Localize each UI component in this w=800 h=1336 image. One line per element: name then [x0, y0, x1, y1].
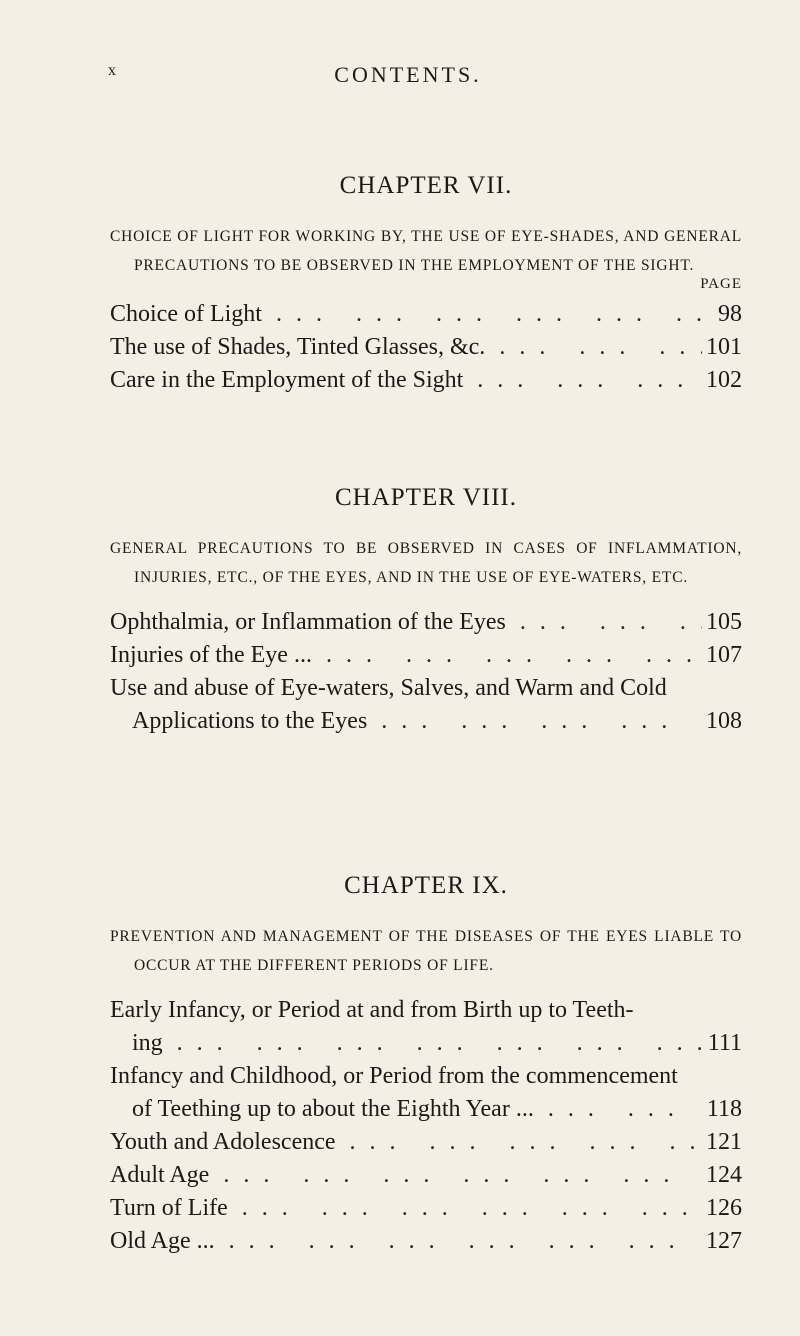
list-item: [110, 672, 742, 738]
chapter-heading: CHAPTER IX.: [344, 872, 508, 899]
dot-leader: [209, 1159, 702, 1192]
list-item: [110, 1126, 742, 1159]
chapter-9: [110, 872, 742, 1258]
entry-continuation-line: [110, 705, 742, 738]
list-item: [110, 331, 742, 364]
list-item: [110, 298, 742, 331]
dot-leader: [312, 639, 702, 672]
dot-leader: [163, 1027, 702, 1060]
entry-page: 111: [707, 1030, 742, 1056]
list-item: [110, 1225, 742, 1258]
list-item: [110, 1192, 742, 1225]
entry-title: Turn of Life: [110, 1195, 228, 1221]
entry-title: Use and abuse of Eye-waters, Salves, and Warm and Cold: [110, 675, 667, 701]
list-item: [110, 1060, 742, 1126]
entry-continuation-line: [110, 1093, 742, 1126]
entry-title-continuation: of Teething up to about the Eighth Year ...: [132, 1096, 534, 1122]
chapter-summary: CHOICE OF LIGHT FOR WORKING BY, THE USE OF EYE-SHADES, AND GENERAL PRECAUTIONS TO BE OBSERVED IN THE EMPLOYMENT OF THE SIGHT.: [110, 228, 742, 274]
entry-page: 108: [706, 708, 742, 734]
list-item: [110, 1159, 742, 1192]
dot-leader: [228, 1192, 702, 1225]
chapter-summary: PREVENTION AND MANAGEMENT OF THE DISEASES OF THE EYES LIABLE TO OCCUR AT THE DIFFERENT PERIODS OF LIFE.: [110, 928, 742, 974]
dot-leader: [506, 606, 702, 639]
entry-page: 127: [706, 1228, 742, 1254]
entry-continuation-line: [110, 1027, 742, 1060]
entry-title: Old Age ...: [110, 1228, 215, 1254]
chapter-heading: CHAPTER VII.: [339, 172, 513, 199]
dot-leader: [215, 1225, 702, 1258]
page-column-label: PAGE: [700, 276, 742, 292]
list-item: [110, 994, 742, 1060]
entry-page: 105: [706, 609, 742, 635]
list-item: [110, 606, 742, 639]
entry-title: Youth and Adolescence: [110, 1129, 336, 1155]
list-item: [110, 364, 742, 397]
dot-leader: [485, 331, 702, 364]
entry-title: Infancy and Childhood, or Period from the commencement: [110, 1063, 678, 1089]
entry-page: 98: [718, 301, 742, 327]
page-number: x: [108, 62, 117, 79]
entry-title: Early Infancy, or Period at and from Birth up to Teeth-: [110, 997, 634, 1023]
entry-page: 121: [706, 1129, 742, 1155]
running-title: CONTENTS.: [334, 62, 482, 87]
entry-page: 107: [706, 642, 742, 668]
entry-title-continuation: Applications to the Eyes: [132, 708, 368, 734]
dot-leader: [463, 364, 702, 397]
list-item: [110, 639, 742, 672]
entry-page: 118: [706, 1096, 742, 1122]
entry-page: 126: [706, 1195, 742, 1221]
dot-leader: [367, 705, 702, 738]
running-head: [108, 62, 708, 92]
chapter-summary: GENERAL PRECAUTIONS TO BE OBSERVED IN CASES OF INFLAMMATION, INJURIES, ETC., OF THE EYES, AND IN THE USE OF EYE-WATERS, ETC.: [110, 540, 742, 586]
entry-list: [110, 298, 742, 397]
entry-list: [110, 994, 742, 1258]
entry-title: Ophthalmia, or Inflammation of the Eyes: [110, 609, 506, 635]
entry-page: 124: [706, 1162, 742, 1188]
entry-title: Care in the Employment of the Sight: [110, 367, 464, 393]
entry-list: [110, 606, 742, 738]
entry-page: 101: [706, 334, 742, 360]
entry-title: Injuries of the Eye ...: [110, 642, 312, 668]
entry-title: Adult Age: [110, 1162, 210, 1188]
chapter-8: [110, 484, 742, 738]
chapter-7: [110, 172, 742, 397]
entry-title: Choice of Light: [110, 301, 262, 327]
entry-title: The use of Shades, Tinted Glasses, &c.: [110, 334, 486, 360]
entry-page: 102: [706, 367, 742, 393]
dot-leader: [262, 298, 702, 331]
dot-leader: [336, 1126, 702, 1159]
dot-leader: [534, 1093, 702, 1126]
entry-title-continuation: ing: [132, 1030, 163, 1056]
chapter-heading: CHAPTER VIII.: [335, 484, 517, 511]
